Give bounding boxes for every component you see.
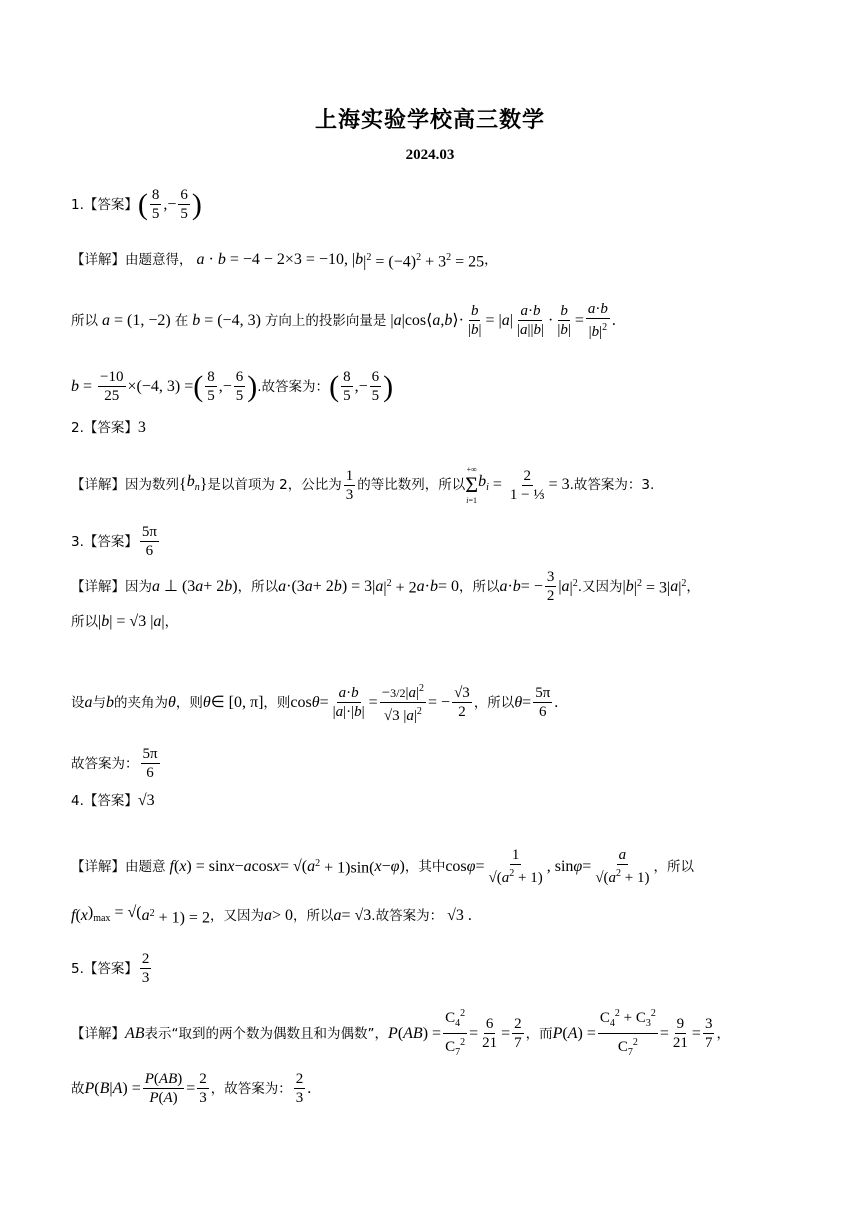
q5-answer-label: 5.【答案】 bbox=[71, 960, 138, 977]
q1-detail-line2: 所以 a = (1, −2) 在 b = (−4, 3) 方向上的投影向量是 | a |cos⟨ a , b ⟩· $\frac{b}{|b|}$ = | a | $\frac{a\cdot b}{|a||b|}$ · $\frac{b}{|b|}$ = $\frac{a\cdot b}{|b|^2}$ . bbox=[71, 301, 616, 340]
q4-detail-line1: 【详解】 由题意 f ( x ) = sin x − a cos x = √( a $^2$ + 1)sin( x − φ ) ，其中 cos φ = $\frac{1}{√(a^2 + 1)}$ , sin φ = $\frac{a}{√(a^2 + 1)}$ ，所以 bbox=[71, 847, 695, 886]
q5-detail-label: 【详解】 bbox=[71, 1025, 125, 1042]
q3-detail-label: 【详解】 bbox=[71, 578, 125, 595]
q1-detail-label: 【详解】 bbox=[71, 252, 125, 269]
q2-answer-label: 2.【答案】 bbox=[71, 420, 138, 436]
q4-answer-label: 4.【答案】 bbox=[71, 793, 138, 809]
q1-detail-line1: 【详解】 由题意得， a · b = −4 − 2×3 = −10, | b $|^2 = (-4)^2 + 3^2 = 25$ ， bbox=[71, 251, 498, 271]
q3-conclusion: 故答案为： $\frac{5\pi}{6}$ bbox=[71, 746, 158, 781]
q1-detail-line3: b = $\frac{-10}{25}$ ×(−4, 3) = ( $\frac{8}{5}$ ,− $\frac{6}{5}$ ) .故答案为： ( $\frac{8}{5}$ ,− $\frac{6}{5}$ ) bbox=[71, 369, 394, 404]
q2-answer bbox=[71, 418, 146, 438]
q1-answer: 1.【答案】 ( $\frac{8}{5}$ ,− $\frac{6}{5}$ ) bbox=[71, 187, 202, 222]
q5-detail-line1: 【详解】 AB 表示“取到的两个数为偶数且和为偶数”， P ( AB ) = $\frac{C_4^2}{C_7^2}$ = $\frac{6}{21}$ = $\frac{2}{7}$ ，而 P ( A ) = $\frac{C_4^2 + C_3^2}{C_7^2}$ = $\frac{9}{21}$ = $\frac{3}{7}$ ， bbox=[71, 1005, 730, 1062]
q2-detail-label: 【详解】 bbox=[71, 477, 125, 493]
page-date: 2024.03 bbox=[405, 147, 455, 163]
q2-answer-value: 3 bbox=[137, 419, 146, 436]
q5-detail-line2: 故 P ( B | A ) = $\frac{P(AB)}{P(A)}$ = $\frac{2}{3}$ ，故答案为： $\frac{2}{3}$ . bbox=[71, 1071, 312, 1106]
q3-detail-line3: 设 a 与 b 的夹角为 θ ，则 θ ∈ [0, π] ，则 cos θ = $\frac{a\cdot b}{|a|\cdot|b|}$ = $\frac{-3/2|a|^2}{√3 |a|^2}$ = − $\frac{√3}{2}$ ，所以 θ = $\frac{5\pi}{6}$ . bbox=[71, 680, 558, 725]
q4-detail-line2: f ( x )$_{max}$ = √( a $^2$ + 1) = 2 ，又因为 a > 0 ，所以 a = √3 .故答案为： √3 . bbox=[71, 904, 472, 927]
q4-answer: 4.【答案】 √3 bbox=[71, 792, 155, 809]
q3-answer-label: 3.【答案】 bbox=[71, 533, 138, 550]
q4-detail-label: 【详解】 bbox=[71, 858, 125, 875]
q1-answer-label: 1.【答案】 bbox=[71, 196, 138, 213]
q3-detail-line2: 所以 | b | = √3 | a | ， bbox=[71, 613, 179, 630]
q3-detail-line1: 【详解】 因为 a ⊥ (3 a + 2 b ) ，所以 a ·(3 a + 2 b ) = 3| a $|^2 + 2$ a · b = 0 ，所以 a · b = − $\frac{3}{2}$ | a $|^2$ .又因为 | b $|^2 = 3|$ a $|^2$ ， bbox=[71, 569, 700, 604]
q2-detail: 【详解】 因为数列 { $b_n$ } 是以首项为 2，公比为 $\frac{1}{3}$ 的等比数列，所以 +∞ Σ i=1 $b_i$ = $\frac{2}{\text{1 − ⅓}}$ = 3 .故答案为：3. bbox=[71, 465, 655, 505]
q5-answer: 5.【答案】 $\frac{2}{3}$ bbox=[71, 951, 150, 986]
q3-answer: 3.【答案】 $\frac{5\pi}{6}$ bbox=[71, 524, 157, 559]
page-title: 上海实验学校高三数学 bbox=[314, 108, 545, 133]
